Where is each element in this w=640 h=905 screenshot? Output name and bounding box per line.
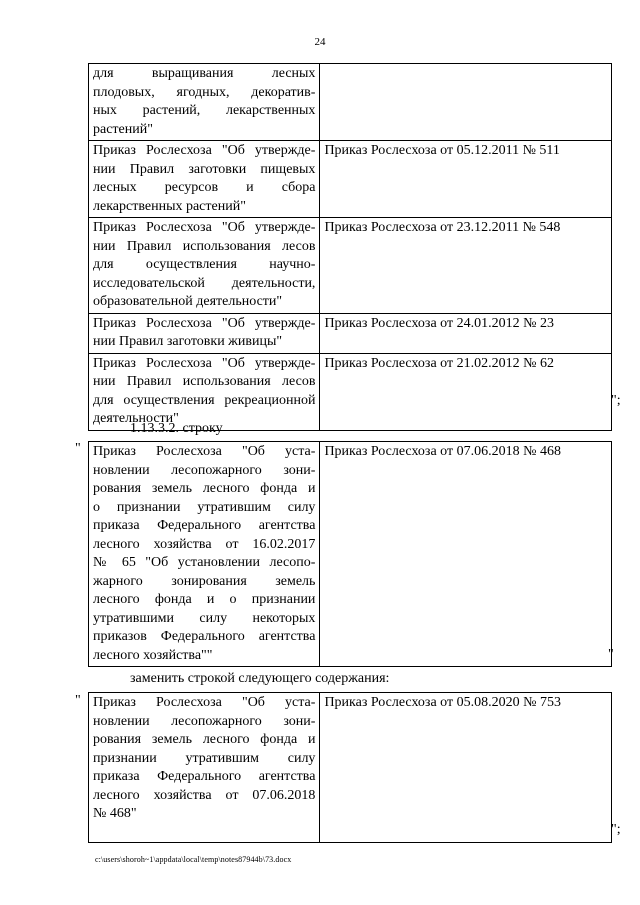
replaced-row-table: [88, 441, 612, 667]
cell-text-line: нии Правил использования лесов: [93, 374, 316, 389]
cell-text-line: Приказ Рослесхоза "Об утвержде-: [93, 315, 316, 331]
order-ref-cell: Приказ Рослесхоза от 07.06.2018 № 468: [320, 442, 612, 667]
cell-text-line: для выращивания лесных: [93, 66, 316, 81]
cell-text-line: лесного хозяйства от 07.06.2018: [93, 787, 316, 803]
cell-text-line: Приказ Рослесхоза "Об уста-: [93, 444, 316, 459]
cell-text-line: деятельности": [93, 411, 179, 426]
cell-text-line: новлении лесопожарного зони-: [93, 462, 316, 478]
cell-text-line: Приказ Рослесхоза "Об утвержде-: [93, 355, 316, 371]
cell-text-line: жарного зонирования земель: [93, 573, 316, 589]
order-title-cell: [89, 141, 320, 218]
cell-text-line: № 65 "Об установлении лесопо-: [93, 555, 316, 570]
cell-text-line: № 468": [93, 806, 137, 821]
file-path-footer: c:\users\shoroh~1\appdata\local\temp\notes87944b\73.docx: [95, 855, 292, 864]
new-row-table: [88, 692, 612, 843]
cell-text-line: для осуществления научно-: [93, 257, 316, 272]
cell-text-line: о признании утратившим силу: [93, 499, 316, 515]
order-ref-cell: Приказ Рослесхоза от 24.01.2012 № 23: [320, 313, 612, 353]
order-ref-cell: Приказ Рослесхоза от 05.12.2011 № 511: [320, 141, 612, 218]
table3-opening-quote: ": [75, 693, 81, 708]
cell-text-line: приказа Федерального агентства: [93, 518, 316, 533]
cell-text-line: приказа Федерального агентства: [93, 769, 316, 784]
table2-opening-quote: ": [75, 441, 81, 456]
cell-text-line: Приказ Рослесхоза "Об утвержде-: [93, 220, 316, 235]
cell-text-line: приказов Федерального агентства: [93, 629, 316, 644]
table-row: [89, 141, 612, 218]
order-title-cell: [89, 218, 320, 314]
cell-text-line: рования земель лесного фонда и: [93, 481, 316, 496]
order-ref-cell: Приказ Рослесхоза от 23.12.2011 № 548: [320, 218, 612, 314]
table-row: [89, 64, 612, 141]
cell-text-line: ных растений, лекарственных: [93, 103, 316, 118]
table3-closing-quote: ";: [611, 822, 621, 837]
order-title-cell: [89, 693, 320, 843]
table-row: [89, 218, 612, 314]
cell-text-line: образовательной деятельности": [93, 294, 283, 309]
cell-text-line: Приказ Рослесхоза "Об утвержде-: [93, 143, 316, 158]
table2-closing-quote: ": [608, 647, 614, 662]
order-ref-cell: [320, 64, 612, 141]
order-title-cell: [89, 353, 320, 430]
order-ref-cell: Приказ Рослесхоза от 05.08.2020 № 753: [320, 693, 612, 843]
order-title-cell: [89, 64, 320, 141]
cell-text-line: лесных ресурсов и сбора: [93, 180, 316, 195]
table-row: [89, 693, 612, 843]
cell-text-line: нии Правил заготовки живицы": [93, 334, 283, 349]
table1-closing-quote: ";: [611, 393, 621, 408]
cell-text-line: растений": [93, 121, 153, 137]
cell-text-line: плодовых, ягодных, декоратив-: [93, 84, 316, 100]
cell-text-line: утратившими силу некоторых: [93, 610, 316, 626]
table-row: [89, 353, 612, 430]
cell-text-line: исследовательской деятельности,: [93, 275, 316, 291]
cell-text-line: лекарственных растений": [93, 198, 246, 214]
cell-text-line: нии Правил использования лесов: [93, 238, 316, 254]
order-ref-cell: Приказ Рослесхоза от 21.02.2012 № 62: [320, 353, 612, 430]
order-title-cell: [89, 313, 320, 353]
cell-text-line: лесного хозяйства"": [93, 647, 213, 663]
cell-text-line: рования земель лесного фонда и: [93, 732, 316, 747]
table-row: [89, 313, 612, 353]
replace-instruction: заменить строкой следующего содержания:: [130, 671, 390, 686]
cell-text-line: Приказ Рослесхоза "Об уста-: [93, 695, 316, 710]
documents-table-continued: [88, 63, 612, 431]
page-number: 24: [314, 36, 326, 48]
cell-text-line: для осуществления рекреационной: [93, 392, 316, 408]
cell-text-line: лесного фонда и о признании: [93, 592, 316, 607]
clause-1-13-3-2: 1.13.3.2. строку: [130, 421, 223, 436]
table-row: [89, 442, 612, 667]
cell-text-line: нии Правил заготовки пищевых: [93, 161, 316, 177]
cell-text-line: новлении лесопожарного зони-: [93, 713, 316, 729]
cell-text-line: лесного хозяйства от 16.02.2017: [93, 536, 316, 552]
cell-text-line: признании утратившим силу: [93, 750, 316, 766]
order-title-cell: [89, 442, 320, 667]
